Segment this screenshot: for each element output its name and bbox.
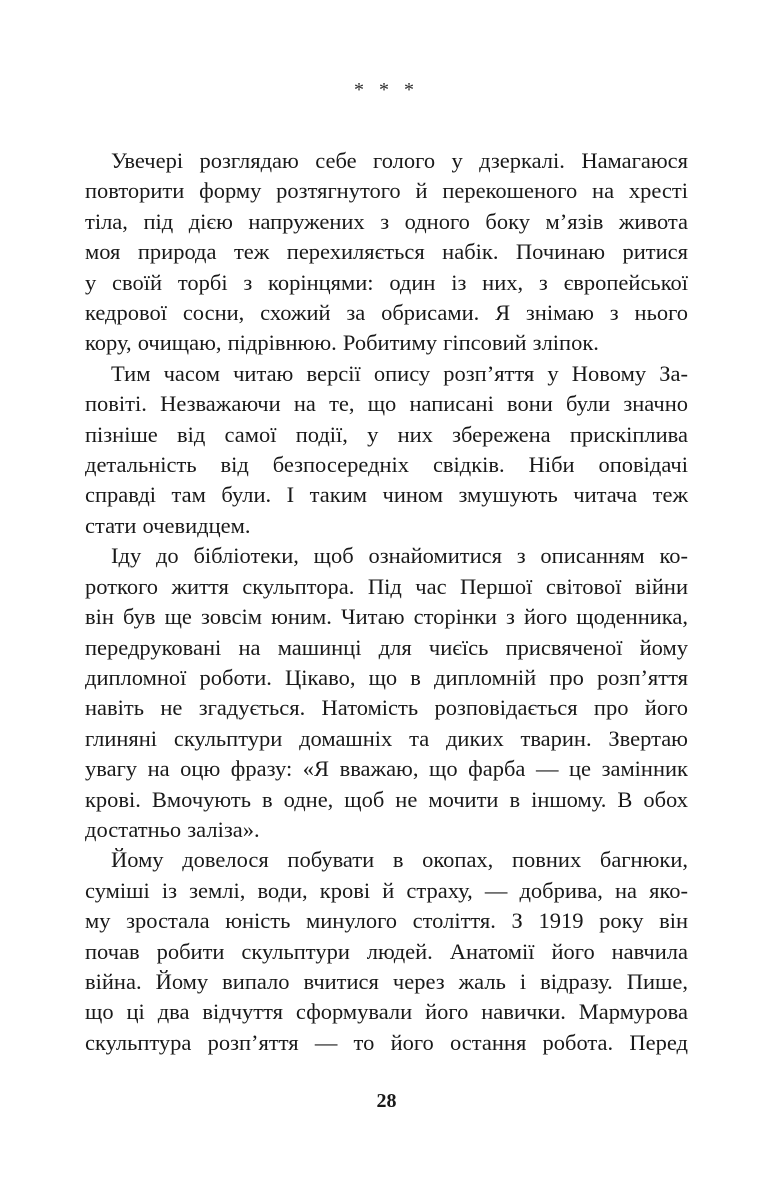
text-line: у своїй торбі з корінцями: один із них, з європейської: [85, 269, 688, 295]
text-line: пізніше від самої події, у них збережена прискіплива: [85, 421, 688, 447]
page-number: 28: [376, 1090, 397, 1112]
page-text: [85, 146, 688, 1058]
text-line: глиняні скульптури домашніх та диких тварин. Звертаю: [85, 725, 688, 751]
text-line: стати очевидцем.: [85, 512, 251, 538]
text-line: дипломної роботи. Цікаво, що в дипломній про розп’яття: [85, 664, 688, 690]
text-line: крові. Вмочують в одне, щоб не мочити в іншому. В обох: [85, 786, 688, 812]
paragraph: [85, 845, 688, 1058]
text-line: війна. Йому випало вчитися через жаль і відразу. Пише,: [85, 968, 688, 994]
text-line: почав робити скульптури людей. Анатомії його навчила: [85, 938, 688, 964]
text-line: кедрової сосни, схожий за обрисами. Я знімаю з нього: [85, 300, 688, 326]
text-line: кору, очищаю, підрівнюю. Робитиму гіпсовий зліпок.: [85, 330, 599, 356]
section-separator: * * *: [354, 79, 419, 101]
text-line: скульптура розп’яття — то його остання робота. Перед: [85, 1029, 688, 1055]
text-line: повторити форму розтягнутого й перекошеного на хресті: [85, 178, 688, 204]
text-line: тіла, під дією напружених з одного боку м’язів живота: [85, 208, 688, 234]
text-line: справді там були. І таким чином змушують читача теж: [85, 482, 688, 508]
text-line: моя природа теж перехиляється набік. Починаю ритися: [85, 239, 688, 265]
text-line: Йому довелося побувати в окопах, повних багнюки,: [111, 847, 688, 873]
paragraph: [85, 541, 688, 845]
text-line: роткого життя скульптора. Під час Першої світової війни: [85, 573, 688, 599]
text-line: передруковані на машинці для чиєїсь присвяченої йому: [85, 634, 688, 660]
text-line: достатньо заліза».: [85, 816, 260, 842]
text-line: увагу на оцю фразу: «Я вважаю, що фарба — це замінник: [85, 756, 688, 782]
text-line: суміші із землі, води, крові й страху, — добрива, на яко-: [85, 877, 688, 903]
text-line: він був ще зовсім юним. Читаю сторінки з його щоденника,: [85, 604, 688, 630]
text-line: му зростала юність минулого століття. З 1919 року він: [85, 908, 688, 934]
text-line: навіть не згадується. Натомість розповідається про його: [85, 695, 688, 721]
text-line: детальність від безпосередніх свідків. Ніби оповідачі: [85, 452, 688, 478]
text-line: повіті. Незважаючи на те, що написані вони були значно: [85, 391, 688, 417]
text-line: Тим часом читаю версії опису розп’яття у Новому За-: [111, 360, 688, 386]
text-line: Іду до бібліотеки, щоб ознайомитися з описанням ко-: [111, 543, 688, 569]
text-line: що ці два відчуття сформували його навички. Мармурова: [85, 999, 688, 1025]
paragraph: [85, 146, 688, 359]
paragraph: [85, 359, 688, 541]
text-line: Увечері розглядаю себе голого у дзеркалі. Намагаюся: [111, 148, 688, 173]
